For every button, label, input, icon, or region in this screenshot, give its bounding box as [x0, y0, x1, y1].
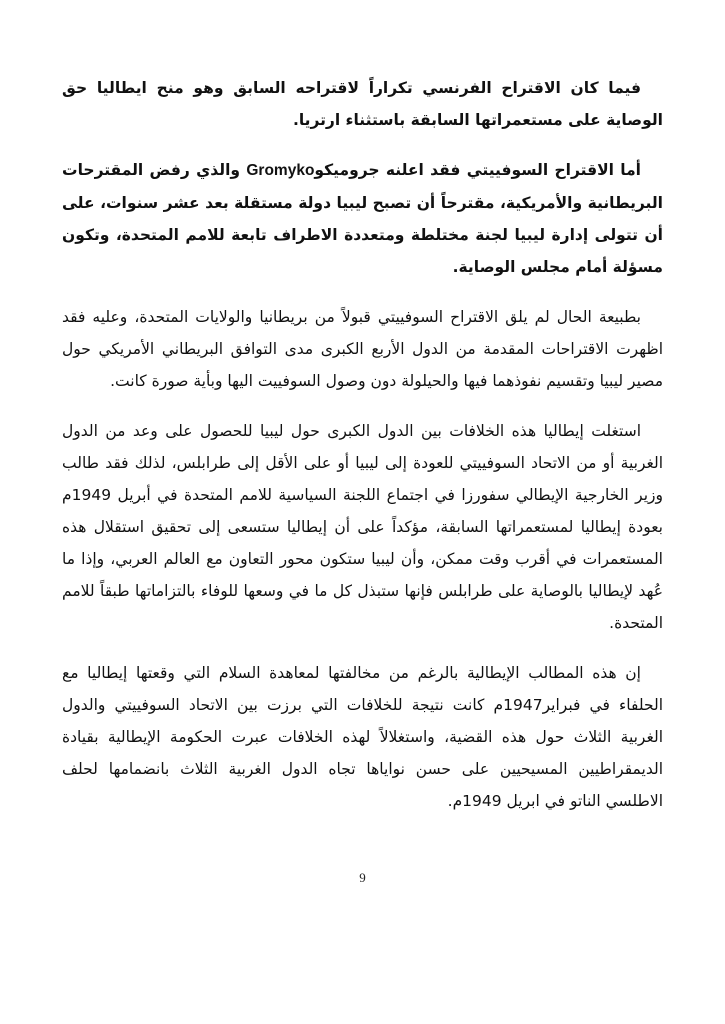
paragraph-soviet-proposal [62, 154, 663, 283]
paragraph-french-proposal: فيما كان الاقتراح الفرنسي تكراراً لاقتراحه السابق وهو منح ايطاليا حق الوصاية على مستعمراتها السابقة باستثناء ارتريا. [62, 79, 663, 129]
gromyko-latin-name: Gromyko [246, 162, 315, 179]
paragraph-soviet-rejection: بطبيعة الحال لم يلق الاقتراح السوفييتي قبولاً من بريطانيا والولايات المتحدة، وعليه فقد اظهرت الاقتراحات المقدمة من الدول الأربع الكبرى مدى التوافق البريطاني الأمريكي حول مصير ليبيا وتقسيم نفوذهما فيها والحيلولة دون وصول السوفييت اليها وبأية صورة كانت. [62, 308, 663, 390]
paragraph-soviet-text-before: أما الاقتراح السوفييتي فقد اعلنه جروميكو [314, 161, 642, 179]
paragraph-soviet-text-after: والذي رفض المقترحات البريطانية والأمريكية، مقترحاً أن تصبح ليبيا دولة مستقلة بعد عشر سنوات، على أن تتولى إدارة ليبيا لجنة مختلطة ومتعددة الاطراف تابعة للامم المتحدة، وتكون مسؤلة أمام مجلس الوصاية. [62, 161, 663, 276]
page-number: 9 [359, 870, 366, 885]
paragraph-italy-exploitation: استغلت إيطاليا هذه الخلافات بين الدول الكبرى حول ليبيا للحصول على وعد من الدول الغربية أو من الاتحاد السوفييتي للعودة إلى ليبيا أو على الأقل إلى طرابلس، لذلك فقد طالب وزير الخارجية الإيطالي سفورزا في اجتماع اللجنة السياسية للامم المتحدة في أبريل 1949م بعودة إيطاليا لمستعمراتها السابقة، مؤكداً على أن إيطاليا ستسعى إلى تحقيق استقلال هذه المستعمرات في أقرب وقت ممكن، وأن ليبيا ستكون محور التعاون مع العالم العربي، وإذا ما عُهد لإيطاليا بالوصاية على طرابلس فإنها ستبذل كل ما في وسعها للوفاء بالتزاماتها طبقاً للامم المتحدة. [62, 422, 663, 632]
paragraph-italian-demands: إن هذه المطالب الإيطالية بالرغم من مخالفتها لمعاهدة السلام التي وقعتها إيطاليا مع الحلفاء في فبراير1947م كانت نتيجة للخلافات التي برزت بين الاتحاد السوفييتي والدول الغربية الثلاث حول هذه القضية، واستغلالاً لهذه الخلافات عبرت الحكومة الإيطالية بقيادة الديمقراطيين المسيحيين على حسن نواياها تجاه الدول الغربية الثلاث بانضمامها لحلف الاطلسي الناتو في ابريل 1949م. [62, 664, 663, 810]
document-body [62, 72, 663, 835]
